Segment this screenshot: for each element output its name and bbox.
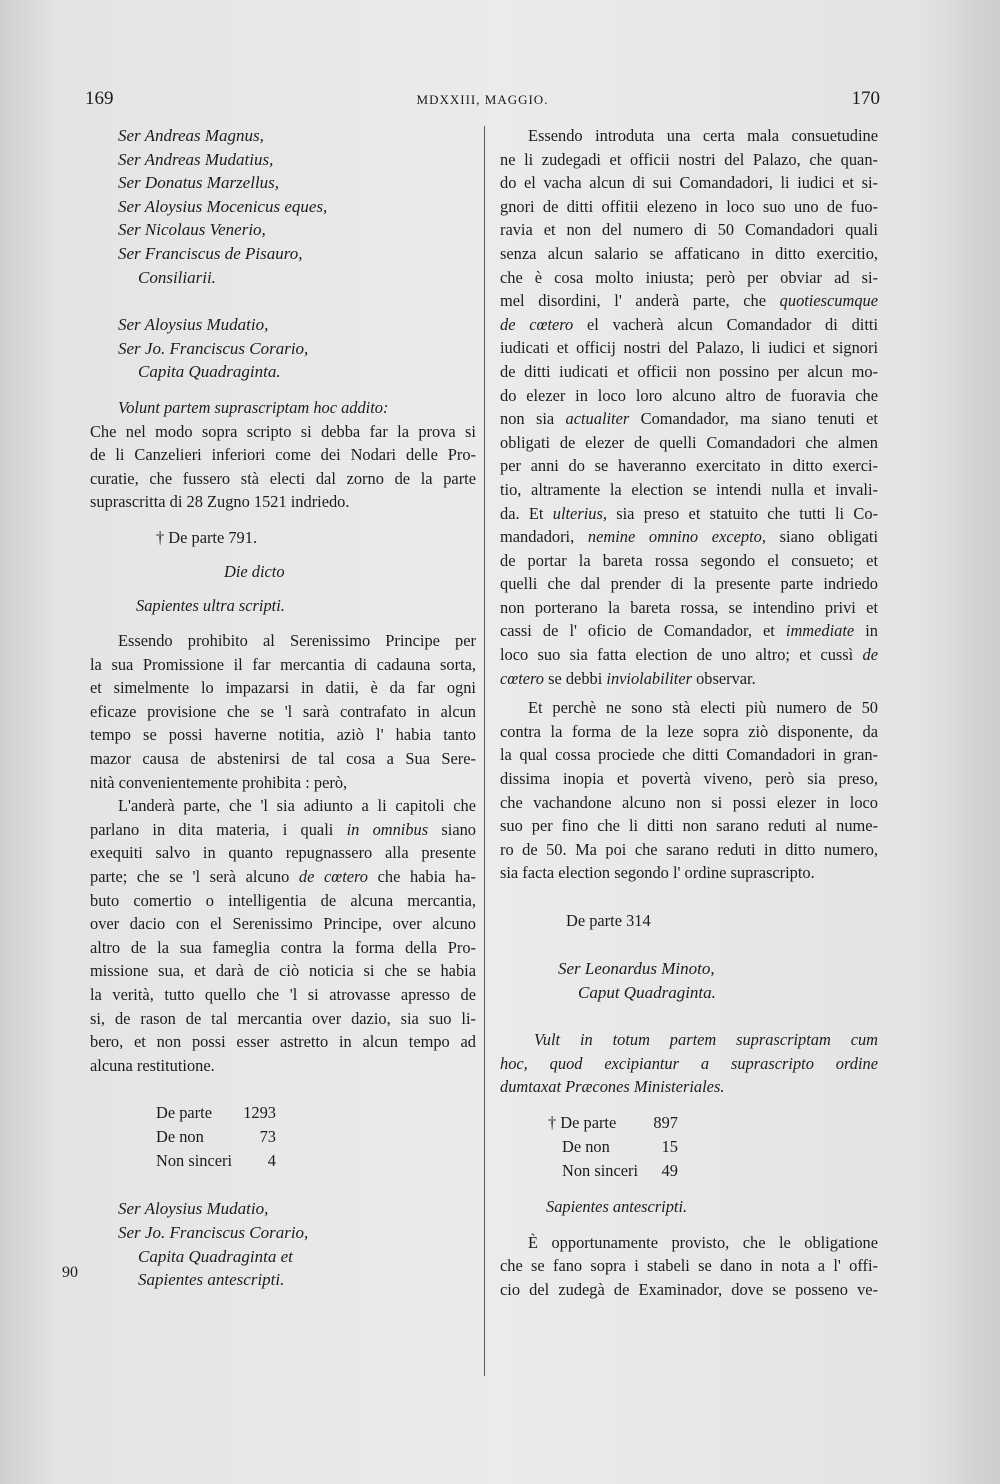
running-title: MDXXIII, MAGGIO. bbox=[416, 92, 549, 107]
text-line: suprascritta di 28 Zugno 1521 indriedo. bbox=[90, 492, 350, 512]
text-line: dissima inopia et povertà viveno, però sia preso, bbox=[500, 769, 878, 789]
sapientes-heading: Sapientes antescripti. bbox=[546, 1196, 688, 1216]
text-line: alcuna restitutione. bbox=[90, 1055, 215, 1075]
text-line: che vachandone alcuno non si possi elezer in loco bbox=[500, 792, 878, 812]
text-line: de li Canzelieri inferiori come dei Nodari delle Pro- bbox=[90, 445, 476, 465]
name-line: Ser Aloysius Mocenicus eques, bbox=[118, 196, 328, 216]
name-title: Sapientes antescripti. bbox=[138, 1270, 285, 1290]
name-line: Ser Jo. Franciscus Corario, bbox=[118, 338, 309, 358]
die-dicto: Die dicto bbox=[224, 561, 285, 581]
text-line: cassi de l' oficio de Comandador, et immediate in bbox=[500, 621, 878, 641]
text-line: contra la forma de la leze sopra ziò disponente, da bbox=[500, 721, 878, 741]
text-line: È opportunamente provisto, che le obligatione bbox=[528, 1232, 878, 1252]
text-line: de cœtero el vacherà alcun Comandador di ditti bbox=[500, 314, 878, 334]
name-line: Ser Jo. Franciscus Corario, bbox=[118, 1222, 309, 1242]
text-line: la sua Promissione il far mercantia di cadauna sorta, bbox=[90, 654, 476, 674]
vote-row: De parte 1293 bbox=[156, 1103, 276, 1123]
text-line: tio, altramente la election se intendi nulla et invali- bbox=[500, 479, 878, 499]
paragraph-promissione bbox=[90, 629, 476, 1077]
vote-row: Non sinceri 49 bbox=[562, 1160, 678, 1180]
volunt-lead: Volunt partem suprascriptam hoc addito: bbox=[118, 397, 389, 417]
text-line: da. Et ulterius, sia preso et statuito che tutti li Co- bbox=[500, 503, 878, 523]
paragraph-obligatione bbox=[500, 1231, 878, 1302]
text-line: over dacio con el Serenissimo Principe, over alcuno bbox=[90, 914, 476, 934]
text-line: hoc, quod excipiantur a suprascripto ordine bbox=[500, 1053, 878, 1073]
name-line: Ser Nicolaus Venerio, bbox=[118, 220, 266, 240]
vote-tally bbox=[90, 1101, 476, 1173]
text-line: per anni do se haveranno exercitato in ditto exerci- bbox=[500, 456, 878, 476]
signatories-antescripti bbox=[90, 1197, 476, 1291]
name-line: Ser Donatus Marzellus, bbox=[118, 173, 280, 193]
text-line: la qual cossa prociede che ditti Comandadori in gran- bbox=[500, 745, 878, 765]
signatories-consiliarii bbox=[90, 124, 476, 289]
text-line: mandadori, nemine omnino excepto, siano obligati bbox=[500, 527, 879, 547]
name-title: Capita Quadraginta. bbox=[138, 362, 281, 382]
vult-paragraph bbox=[500, 1028, 878, 1099]
text-line: buto comertio o intelligentia de alcuna mercantia, bbox=[90, 890, 476, 910]
text-line: et simelmente lo impazarsi in datii, è da far ogni bbox=[90, 678, 476, 698]
right-column bbox=[500, 124, 878, 1301]
vote-result: † De parte 791. bbox=[156, 527, 258, 547]
vote-row: De non 15 bbox=[562, 1136, 678, 1156]
text-line: bero, et non possi esser astretto in alcun tempo ad bbox=[90, 1032, 476, 1052]
vote-result: De parte 314 bbox=[566, 911, 651, 930]
left-column bbox=[90, 124, 476, 1292]
text-line: la verità, tutto quello che 'l si atrovasse apresso de bbox=[90, 985, 476, 1004]
text-line: che è cosa molto iniusta; però per obviar ad si- bbox=[500, 267, 878, 287]
text-line: ro de 50. Ma poi che sarano reduti in ditto numero, bbox=[500, 839, 878, 859]
signatories-minoto bbox=[500, 957, 878, 1004]
page-number-right: 170 bbox=[851, 88, 880, 109]
name-title: Consiliarii. bbox=[138, 267, 216, 287]
text-line: eficaze provisione che se 'l sarà contrafato in alcun bbox=[90, 701, 476, 721]
text-line: cio del zudegà de Examinador, dove se posseno ve- bbox=[500, 1279, 878, 1299]
text-line: de ditti iudicati et officii non possino per alcun mo- bbox=[500, 361, 878, 381]
text-line: L'anderà parte, che 'l sia adiunto a li capitoli che bbox=[118, 796, 476, 816]
running-header bbox=[85, 88, 880, 114]
vote-row: † De parte 897 bbox=[548, 1112, 678, 1132]
name-title: Capita Quadraginta et bbox=[138, 1246, 293, 1266]
text-line: gnori de ditti offitii elezeno in loco suo uno de fuo- bbox=[500, 196, 878, 216]
text-line: dumtaxat Præcones Ministeriales. bbox=[500, 1077, 725, 1097]
vote-row: De non 73 bbox=[156, 1127, 276, 1147]
margin-line-number: 90 bbox=[62, 1264, 78, 1281]
text-line: parte; che se 'l serà alcuno de cœtero che habia ha- bbox=[90, 867, 476, 887]
text-line: parlano in dita materia, i quali in omnibus siano bbox=[90, 819, 476, 839]
text-line: mazor causa de abstenirsi de tal cosa a Sua Sere- bbox=[90, 749, 476, 769]
name-line: Ser Andreas Magnus, bbox=[118, 126, 264, 145]
text-line: sia facta election segondo l' ordine suprascripto. bbox=[500, 863, 815, 883]
text-line: altro de la sua fameglia contra la forma della Pro- bbox=[90, 937, 476, 957]
text-line: tempo se possi haverne notitia, aziò l' habia tanto bbox=[90, 725, 476, 745]
amendment-paragraph bbox=[90, 396, 476, 514]
name-line: Ser Andreas Mudatius, bbox=[118, 149, 274, 169]
text-line: ravia et non del numero di 50 Comandadori quali bbox=[500, 220, 878, 240]
page-number-left: 169 bbox=[85, 88, 114, 109]
text-line: quelli che dal prender di la presente parte indriedo bbox=[500, 574, 878, 594]
text-line: curatie, che fussero stà electi dal zorno de la parte bbox=[90, 468, 476, 488]
text-line: si, de rason de tal mercantia over dazio, sia suo li- bbox=[90, 1008, 476, 1028]
signatories-capita bbox=[90, 313, 476, 384]
text-line: obligati de elezer de quelli Comandadori che almen bbox=[500, 432, 878, 452]
sapientes-heading: Sapientes ultra scripti. bbox=[136, 595, 285, 615]
name-line: Ser Leonardus Minoto, bbox=[558, 959, 715, 978]
text-line: de portar la bareta rossa segondo el consueto; et bbox=[500, 550, 878, 570]
name-title: Caput Quadraginta. bbox=[578, 982, 716, 1002]
name-line: Ser Franciscus de Pisauro, bbox=[118, 243, 303, 263]
vote-row: Non sinceri 4 bbox=[156, 1151, 276, 1171]
paragraph-comandadori bbox=[500, 124, 878, 885]
text-line: missione sua, et darà de ciò noticia si che se habia bbox=[90, 961, 476, 981]
text-line: Essendo introduta una certa mala consuetudine bbox=[528, 126, 878, 145]
text-line: Et perchè ne sono stà electi più numero de 50 bbox=[528, 698, 878, 718]
text-line: Essendo prohibito al Serenissimo Principe per bbox=[118, 631, 476, 651]
text-line: iudicati et officij nostri del Palazo, li iudici et signori bbox=[500, 338, 878, 358]
text-line: do el vacha alcun di sui Comandadori, li iudici et si- bbox=[500, 173, 878, 193]
text-line: non porterano la bareta rossa, se intendino privi et bbox=[500, 597, 878, 617]
text-line: senza alcun salario se affaticano in ditto exercitio, bbox=[500, 243, 878, 263]
text-line: Vult in totum partem suprascriptam cum bbox=[534, 1030, 878, 1050]
text-line: exequiti salvo in quanto repugnassero alla presente bbox=[90, 843, 476, 863]
text-line: mel disordini, l' anderà parte, che quotiescumque bbox=[500, 291, 878, 311]
text-line: suo per fino che li ditti non sarano reduti al nume- bbox=[500, 816, 878, 836]
text-line: nità convenientemente prohibita : però, bbox=[90, 772, 348, 792]
column-divider bbox=[484, 126, 485, 1376]
text-line: che se fano sopra i stabeli se dano in nota a l' offi- bbox=[500, 1256, 878, 1276]
text-line: cœtero se debbi inviolabiliter observar. bbox=[500, 668, 756, 688]
text-line: ne li zudegadi et officii nostri del Palazo, che quan- bbox=[500, 149, 878, 169]
text-line: do elezer in loco loro alcuno altro de fuoravia che bbox=[500, 385, 878, 405]
name-line: Ser Aloysius Mudatio, bbox=[118, 315, 269, 335]
vote-tally bbox=[500, 1111, 878, 1183]
text-line: loco suo sia fatta election de uno altro; et cussì de bbox=[500, 645, 878, 665]
text-line: non sia actualiter Comandador, ma siano tenuti et bbox=[500, 409, 878, 429]
text-line: Che nel modo sopra scripto si debba far la prova si bbox=[90, 421, 476, 441]
name-line: Ser Aloysius Mudatio, bbox=[118, 1199, 269, 1219]
